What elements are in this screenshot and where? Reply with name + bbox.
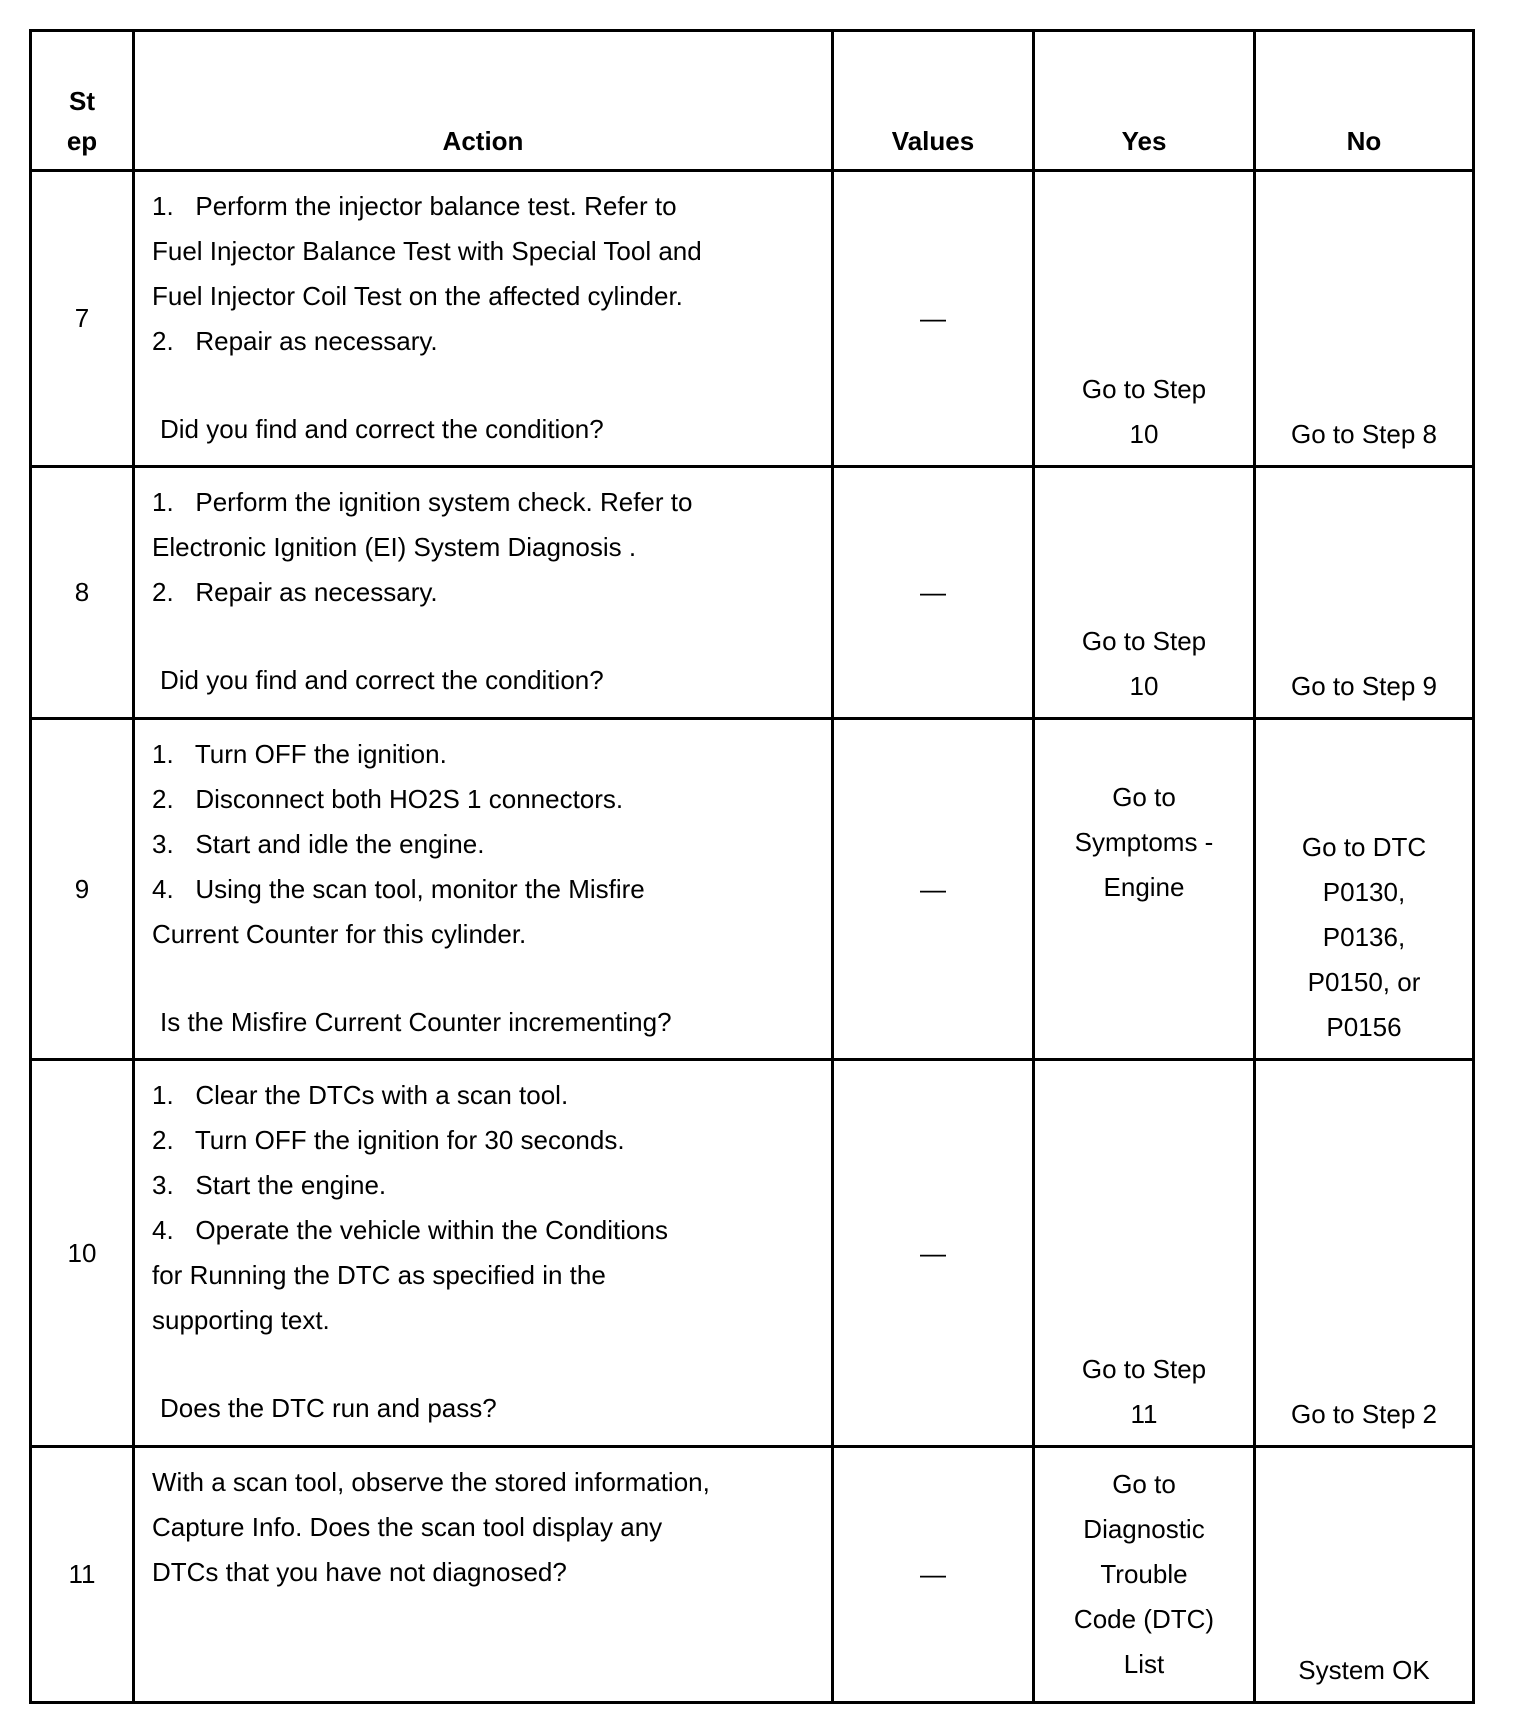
action-line: DTCs that you have not diagnosed? bbox=[152, 1557, 567, 1587]
yes-line: List bbox=[1123, 1649, 1165, 1679]
step-number: 8 bbox=[31, 467, 134, 719]
no-line: Go to DTC bbox=[1301, 832, 1427, 862]
header-step-label: St ep bbox=[66, 86, 98, 156]
action-line: 3. Start and idle the engine. bbox=[152, 829, 485, 859]
action-cell bbox=[134, 1447, 833, 1703]
no-line: Go to Step 9 bbox=[1291, 671, 1437, 701]
no-line: P0130, bbox=[1322, 877, 1406, 907]
action-line: 2. Turn OFF the ignition for 30 seconds. bbox=[152, 1125, 625, 1155]
table-row bbox=[31, 171, 1474, 467]
action-line: 4. Using the scan tool, monitor the Misfire bbox=[152, 874, 645, 904]
values-cell: — bbox=[833, 467, 1034, 719]
action-line: supporting text. bbox=[152, 1305, 330, 1335]
yes-cell bbox=[1034, 1060, 1255, 1447]
action-line: 1. Perform the injector balance test. Refer to bbox=[152, 191, 677, 221]
step-number: 11 bbox=[31, 1447, 134, 1703]
action-line: Current Counter for this cylinder. bbox=[152, 919, 527, 949]
yes-line: Symptoms - bbox=[1074, 827, 1214, 857]
yes-line: Diagnostic bbox=[1083, 1514, 1205, 1544]
action-line: Fuel Injector Coil Test on the affected cylinder. bbox=[152, 281, 683, 311]
table-row bbox=[31, 1060, 1474, 1447]
yes-line: 11 bbox=[1130, 1399, 1158, 1429]
step-number: 7 bbox=[31, 171, 134, 467]
yes-cell bbox=[1034, 1447, 1255, 1703]
yes-cell bbox=[1034, 171, 1255, 467]
yes-line: 10 bbox=[1129, 671, 1159, 701]
header-row bbox=[31, 31, 1474, 171]
no-line: System OK bbox=[1298, 1655, 1430, 1685]
yes-cell bbox=[1034, 719, 1255, 1060]
action-line: Capture Info. Does the scan tool display any bbox=[152, 1512, 663, 1542]
header-step bbox=[31, 31, 134, 171]
values-cell: — bbox=[833, 1447, 1034, 1703]
yes-cell bbox=[1034, 467, 1255, 719]
table-row bbox=[31, 467, 1474, 719]
action-line: 1. Perform the ignition system check. Refer to bbox=[152, 487, 693, 517]
no-line: Go to Step 2 bbox=[1291, 1399, 1437, 1429]
action-cell bbox=[134, 171, 833, 467]
no-cell bbox=[1255, 171, 1474, 467]
yes-line: Go to bbox=[1112, 782, 1176, 812]
yes-line: Go to Step bbox=[1081, 374, 1207, 404]
no-cell bbox=[1255, 1447, 1474, 1703]
yes-line: Engine bbox=[1103, 872, 1185, 902]
no-cell bbox=[1255, 719, 1474, 1060]
action-line: 3. Start the engine. bbox=[152, 1170, 387, 1200]
step-number: 10 bbox=[31, 1060, 134, 1447]
no-cell bbox=[1255, 1060, 1474, 1447]
header-action: Action bbox=[134, 31, 833, 171]
action-cell bbox=[134, 467, 833, 719]
yes-line: Code (DTC) bbox=[1073, 1604, 1215, 1634]
yes-line: Trouble bbox=[1100, 1559, 1188, 1589]
action-line: With a scan tool, observe the stored information, bbox=[152, 1467, 710, 1497]
yes-line: Go to Step bbox=[1081, 626, 1207, 656]
no-line: P0136, bbox=[1322, 922, 1406, 952]
action-line: Fuel Injector Balance Test with Special Tool and bbox=[152, 236, 702, 266]
action-line: for Running the DTC as specified in the bbox=[152, 1260, 606, 1290]
action-line: 4. Operate the vehicle within the Conditions bbox=[152, 1215, 668, 1245]
action-line: 2. Repair as necessary. bbox=[152, 326, 438, 356]
values-cell: — bbox=[833, 171, 1034, 467]
action-line: Electronic Ignition (EI) System Diagnosis . bbox=[152, 532, 637, 562]
header-values: Values bbox=[833, 31, 1034, 171]
action-cell bbox=[134, 719, 833, 1060]
values-cell: — bbox=[833, 1060, 1034, 1447]
action-line: 2. Repair as necessary. bbox=[152, 577, 438, 607]
yes-line: Go to bbox=[1112, 1469, 1176, 1499]
yes-line: 10 bbox=[1129, 419, 1159, 449]
action-line: 1. Clear the DTCs with a scan tool. bbox=[152, 1080, 569, 1110]
table-row bbox=[31, 1447, 1474, 1703]
action-question: Is the Misfire Current Counter incrementing? bbox=[160, 1007, 672, 1037]
action-question: Did you find and correct the condition? bbox=[160, 665, 604, 695]
no-line: Go to Step 8 bbox=[1291, 419, 1437, 449]
diagnostic-table bbox=[29, 29, 1475, 1704]
no-cell bbox=[1255, 467, 1474, 719]
step-number: 9 bbox=[31, 719, 134, 1060]
action-line: 2. Disconnect both HO2S 1 connectors. bbox=[152, 784, 624, 814]
yes-line: Go to Step bbox=[1081, 1354, 1207, 1384]
no-line: P0156 bbox=[1326, 1012, 1402, 1042]
action-line: 1. Turn OFF the ignition. bbox=[152, 739, 447, 769]
header-yes: Yes bbox=[1034, 31, 1255, 171]
action-question: Did you find and correct the condition? bbox=[160, 414, 604, 444]
no-line: P0150, or bbox=[1307, 967, 1421, 997]
values-cell: — bbox=[833, 719, 1034, 1060]
action-cell bbox=[134, 1060, 833, 1447]
header-no: No bbox=[1255, 31, 1474, 171]
table-row bbox=[31, 719, 1474, 1060]
action-question: Does the DTC run and pass? bbox=[160, 1393, 497, 1423]
